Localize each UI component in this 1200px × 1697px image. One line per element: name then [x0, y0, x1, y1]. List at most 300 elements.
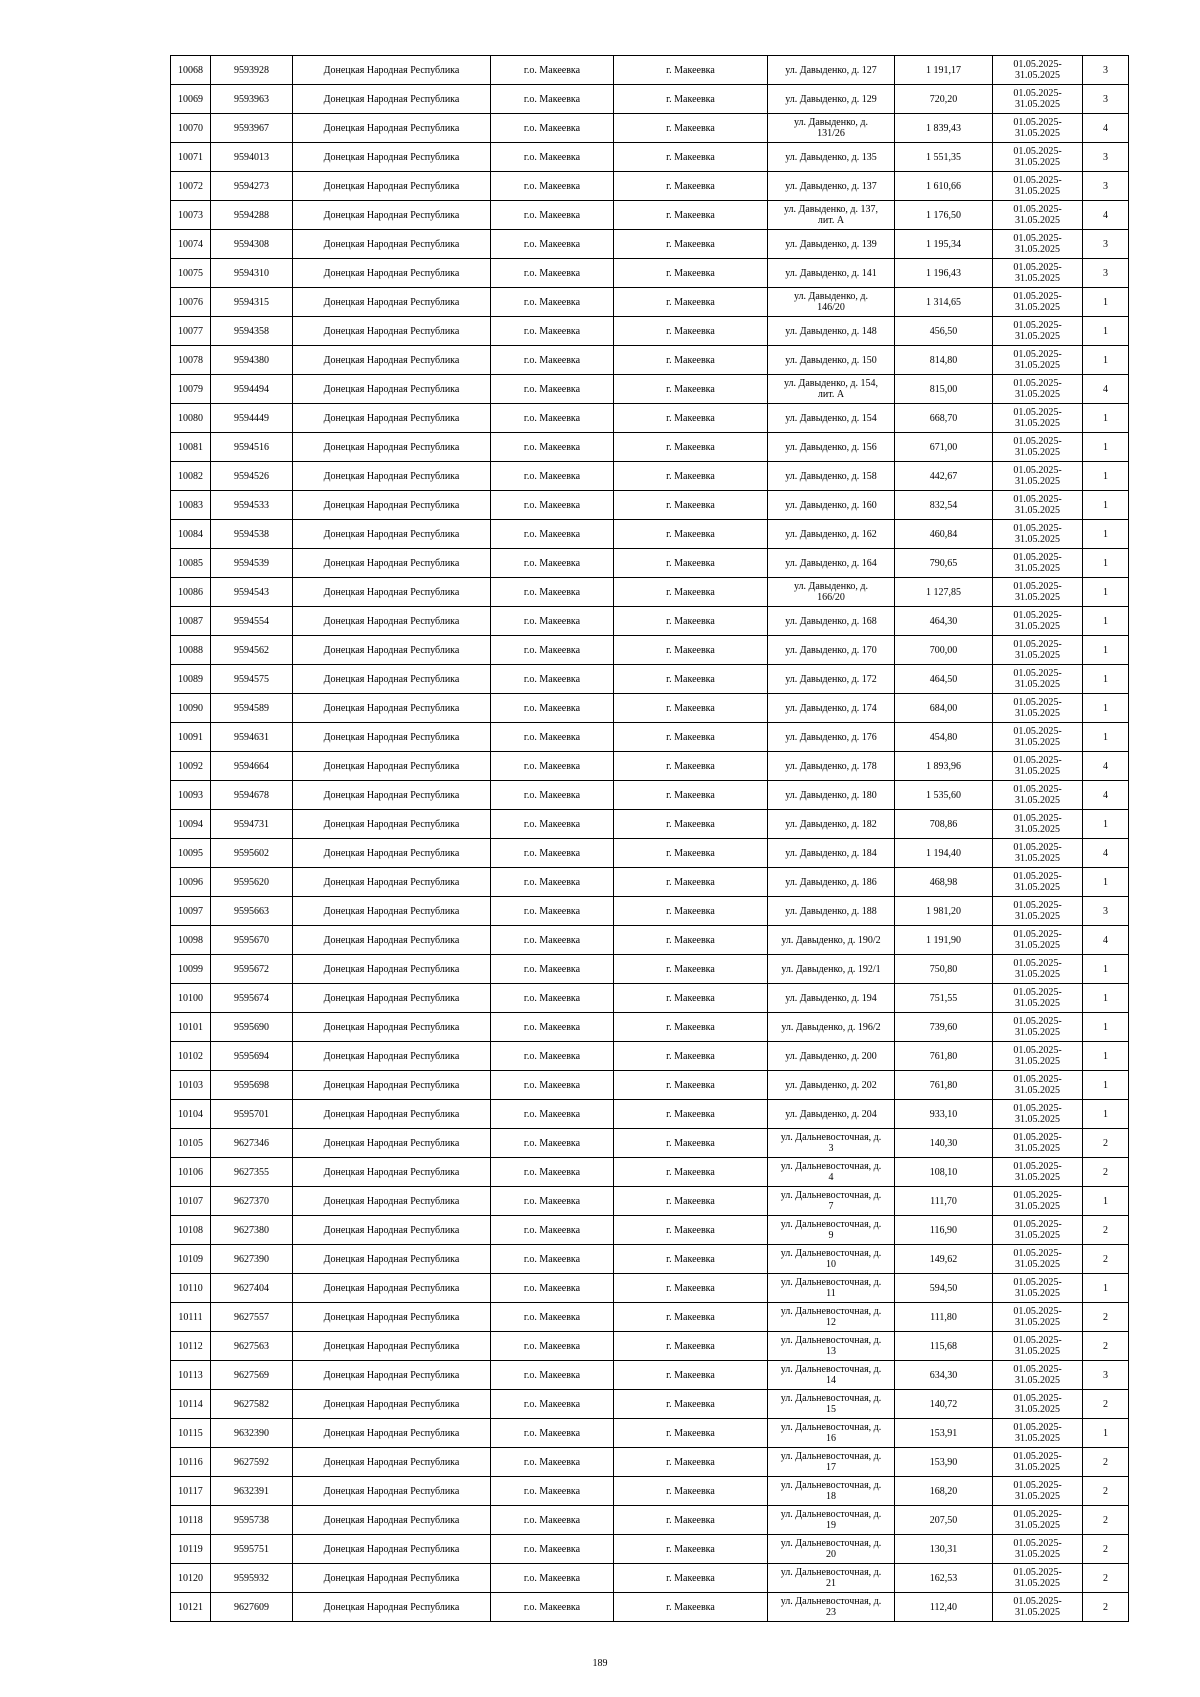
cell-district: г.о. Макеевка — [491, 1129, 614, 1158]
cell-count: 2 — [1083, 1332, 1129, 1361]
cell-city: г. Макеевка — [614, 520, 768, 549]
cell-row-number: 10114 — [171, 1390, 211, 1419]
table-row — [171, 955, 1129, 984]
cell-address: ул. Дальневосточная, д. 11 — [768, 1274, 895, 1303]
cell-district: г.о. Макеевка — [491, 1477, 614, 1506]
table-row — [171, 897, 1129, 926]
cell-count: 4 — [1083, 781, 1129, 810]
cell-city: г. Макеевка — [614, 1071, 768, 1100]
cell-area: 168,20 — [895, 1477, 993, 1506]
cell-row-number: 10097 — [171, 897, 211, 926]
cell-object-id: 9632391 — [211, 1477, 293, 1506]
cell-city: г. Макеевка — [614, 1448, 768, 1477]
cell-row-number: 10068 — [171, 56, 211, 85]
cell-row-number: 10095 — [171, 839, 211, 868]
table-row — [171, 1361, 1129, 1390]
cell-row-number: 10101 — [171, 1013, 211, 1042]
cell-city: г. Макеевка — [614, 346, 768, 375]
cell-area: 130,31 — [895, 1535, 993, 1564]
cell-count: 1 — [1083, 317, 1129, 346]
cell-count: 2 — [1083, 1245, 1129, 1274]
cell-address: ул. Давыденко, д. 139 — [768, 230, 895, 259]
cell-area: 207,50 — [895, 1506, 993, 1535]
cell-address: ул. Давыденко, д. 129 — [768, 85, 895, 114]
cell-count: 1 — [1083, 578, 1129, 607]
cell-period: 01.05.2025- 31.05.2025 — [993, 1390, 1083, 1419]
cell-address: ул. Давыденко, д. 202 — [768, 1071, 895, 1100]
cell-area: 1 314,65 — [895, 288, 993, 317]
cell-region: Донецкая Народная Республика — [293, 665, 491, 694]
cell-district: г.о. Макеевка — [491, 694, 614, 723]
cell-area: 750,80 — [895, 955, 993, 984]
cell-object-id: 9594533 — [211, 491, 293, 520]
cell-address: ул. Давыденко, д. 170 — [768, 636, 895, 665]
cell-object-id: 9595674 — [211, 984, 293, 1013]
table-row — [171, 346, 1129, 375]
cell-period: 01.05.2025- 31.05.2025 — [993, 926, 1083, 955]
cell-area: 1 535,60 — [895, 781, 993, 810]
cell-row-number: 10086 — [171, 578, 211, 607]
cell-row-number: 10074 — [171, 230, 211, 259]
cell-object-id: 9595672 — [211, 955, 293, 984]
cell-district: г.о. Макеевка — [491, 1564, 614, 1593]
cell-object-id: 9627380 — [211, 1216, 293, 1245]
cell-area: 933,10 — [895, 1100, 993, 1129]
cell-city: г. Макеевка — [614, 85, 768, 114]
page-number: 189 — [592, 1658, 608, 1669]
cell-city: г. Макеевка — [614, 1593, 768, 1622]
cell-count: 1 — [1083, 1013, 1129, 1042]
cell-city: г. Макеевка — [614, 694, 768, 723]
cell-period: 01.05.2025- 31.05.2025 — [993, 491, 1083, 520]
table-row — [171, 462, 1129, 491]
cell-city: г. Макеевка — [614, 752, 768, 781]
cell-region: Донецкая Народная Республика — [293, 1013, 491, 1042]
cell-period: 01.05.2025- 31.05.2025 — [993, 1245, 1083, 1274]
cell-district: г.о. Макеевка — [491, 1535, 614, 1564]
cell-count: 1 — [1083, 288, 1129, 317]
cell-period: 01.05.2025- 31.05.2025 — [993, 462, 1083, 491]
cell-row-number: 10096 — [171, 868, 211, 897]
cell-area: 442,67 — [895, 462, 993, 491]
cell-period: 01.05.2025- 31.05.2025 — [993, 1187, 1083, 1216]
cell-address: ул. Давыденко, д. 184 — [768, 839, 895, 868]
cell-city: г. Макеевка — [614, 665, 768, 694]
cell-district: г.о. Макеевка — [491, 1158, 614, 1187]
cell-city: г. Макеевка — [614, 1361, 768, 1390]
cell-district: г.о. Макеевка — [491, 1245, 614, 1274]
cell-row-number: 10116 — [171, 1448, 211, 1477]
cell-object-id: 9594013 — [211, 143, 293, 172]
cell-district: г.о. Макеевка — [491, 781, 614, 810]
cell-count: 2 — [1083, 1158, 1129, 1187]
cell-address: ул. Дальневосточная, д. 14 — [768, 1361, 895, 1390]
cell-district: г.о. Макеевка — [491, 1071, 614, 1100]
cell-city: г. Макеевка — [614, 462, 768, 491]
cell-count: 4 — [1083, 375, 1129, 404]
cell-period: 01.05.2025- 31.05.2025 — [993, 578, 1083, 607]
cell-address: ул. Дальневосточная, д. 10 — [768, 1245, 895, 1274]
table-row — [171, 752, 1129, 781]
cell-city: г. Макеевка — [614, 1013, 768, 1042]
cell-region: Донецкая Народная Республика — [293, 491, 491, 520]
cell-row-number: 10099 — [171, 955, 211, 984]
cell-row-number: 10109 — [171, 1245, 211, 1274]
table-row — [171, 1419, 1129, 1448]
cell-region: Донецкая Народная Республика — [293, 868, 491, 897]
table-row — [171, 1390, 1129, 1419]
cell-row-number: 10087 — [171, 607, 211, 636]
table-row — [171, 1593, 1129, 1622]
cell-district: г.о. Макеевка — [491, 955, 614, 984]
cell-district: г.о. Макеевка — [491, 56, 614, 85]
cell-address: ул. Дальневосточная, д. 3 — [768, 1129, 895, 1158]
cell-object-id: 9627592 — [211, 1448, 293, 1477]
cell-city: г. Макеевка — [614, 1564, 768, 1593]
cell-region: Донецкая Народная Республика — [293, 1071, 491, 1100]
cell-city: г. Макеевка — [614, 1303, 768, 1332]
cell-address: ул. Дальневосточная, д. 18 — [768, 1477, 895, 1506]
cell-object-id: 9627557 — [211, 1303, 293, 1332]
cell-address: ул. Давыденко, д. 156 — [768, 433, 895, 462]
cell-area: 668,70 — [895, 404, 993, 433]
cell-address: ул. Давыденко, д. 158 — [768, 462, 895, 491]
cell-period: 01.05.2025- 31.05.2025 — [993, 1158, 1083, 1187]
table-row — [171, 665, 1129, 694]
table-row — [171, 201, 1129, 230]
cell-area: 140,30 — [895, 1129, 993, 1158]
cell-city: г. Макеевка — [614, 636, 768, 665]
cell-area: 671,00 — [895, 433, 993, 462]
cell-period: 01.05.2025- 31.05.2025 — [993, 1071, 1083, 1100]
cell-count: 2 — [1083, 1564, 1129, 1593]
cell-row-number: 10108 — [171, 1216, 211, 1245]
cell-count: 3 — [1083, 56, 1129, 85]
cell-area: 162,53 — [895, 1564, 993, 1593]
table-row — [171, 1332, 1129, 1361]
cell-count: 1 — [1083, 520, 1129, 549]
records-table-body — [171, 56, 1129, 1622]
cell-period: 01.05.2025- 31.05.2025 — [993, 1506, 1083, 1535]
cell-count: 3 — [1083, 897, 1129, 926]
cell-region: Донецкая Народная Республика — [293, 1564, 491, 1593]
cell-region: Донецкая Народная Республика — [293, 607, 491, 636]
cell-period: 01.05.2025- 31.05.2025 — [993, 897, 1083, 926]
cell-period: 01.05.2025- 31.05.2025 — [993, 1477, 1083, 1506]
cell-city: г. Макеевка — [614, 549, 768, 578]
cell-object-id: 9627582 — [211, 1390, 293, 1419]
cell-period: 01.05.2025- 31.05.2025 — [993, 694, 1083, 723]
cell-district: г.о. Макеевка — [491, 1274, 614, 1303]
cell-area: 720,20 — [895, 85, 993, 114]
cell-area: 149,62 — [895, 1245, 993, 1274]
cell-period: 01.05.2025- 31.05.2025 — [993, 201, 1083, 230]
cell-address: ул. Давыденко, д. 172 — [768, 665, 895, 694]
cell-district: г.о. Макеевка — [491, 636, 614, 665]
cell-district: г.о. Макеевка — [491, 375, 614, 404]
cell-district: г.о. Макеевка — [491, 1100, 614, 1129]
cell-city: г. Макеевка — [614, 1390, 768, 1419]
cell-district: г.о. Макеевка — [491, 143, 614, 172]
cell-period: 01.05.2025- 31.05.2025 — [993, 1100, 1083, 1129]
cell-city: г. Макеевка — [614, 1100, 768, 1129]
cell-count: 1 — [1083, 955, 1129, 984]
table-row — [171, 607, 1129, 636]
table-row — [171, 1042, 1129, 1071]
table-row — [171, 1506, 1129, 1535]
cell-district: г.о. Макеевка — [491, 491, 614, 520]
cell-city: г. Макеевка — [614, 375, 768, 404]
cell-object-id: 9594562 — [211, 636, 293, 665]
cell-district: г.о. Макеевка — [491, 1332, 614, 1361]
cell-area: 594,50 — [895, 1274, 993, 1303]
table-row — [171, 433, 1129, 462]
table-row — [171, 143, 1129, 172]
cell-row-number: 10093 — [171, 781, 211, 810]
cell-object-id: 9627390 — [211, 1245, 293, 1274]
cell-row-number: 10091 — [171, 723, 211, 752]
cell-row-number: 10076 — [171, 288, 211, 317]
cell-object-id: 9595670 — [211, 926, 293, 955]
cell-city: г. Макеевка — [614, 781, 768, 810]
cell-row-number: 10107 — [171, 1187, 211, 1216]
cell-city: г. Макеевка — [614, 1419, 768, 1448]
cell-count: 1 — [1083, 723, 1129, 752]
cell-region: Донецкая Народная Республика — [293, 1593, 491, 1622]
table-row — [171, 288, 1129, 317]
cell-address: ул. Дальневосточная, д. 4 — [768, 1158, 895, 1187]
cell-period: 01.05.2025- 31.05.2025 — [993, 1535, 1083, 1564]
cell-period: 01.05.2025- 31.05.2025 — [993, 143, 1083, 172]
cell-area: 1 839,43 — [895, 114, 993, 143]
cell-area: 140,72 — [895, 1390, 993, 1419]
table-row — [171, 1564, 1129, 1593]
cell-region: Донецкая Народная Республика — [293, 897, 491, 926]
cell-district: г.о. Макеевка — [491, 230, 614, 259]
cell-district: г.о. Макеевка — [491, 259, 614, 288]
cell-area: 1 194,40 — [895, 839, 993, 868]
cell-address: ул. Давыденко, д. 200 — [768, 1042, 895, 1071]
cell-area: 1 195,34 — [895, 230, 993, 259]
cell-address: ул. Давыденко, д. 182 — [768, 810, 895, 839]
cell-region: Донецкая Народная Республика — [293, 1187, 491, 1216]
table-row — [171, 1129, 1129, 1158]
cell-object-id: 9594543 — [211, 578, 293, 607]
cell-city: г. Макеевка — [614, 317, 768, 346]
cell-region: Донецкая Народная Республика — [293, 752, 491, 781]
cell-address: ул. Давыденко, д. 162 — [768, 520, 895, 549]
cell-row-number: 10117 — [171, 1477, 211, 1506]
cell-object-id: 9627569 — [211, 1361, 293, 1390]
cell-row-number: 10104 — [171, 1100, 211, 1129]
cell-district: г.о. Макеевка — [491, 520, 614, 549]
table-row — [171, 781, 1129, 810]
cell-object-id: 9632390 — [211, 1419, 293, 1448]
cell-count: 3 — [1083, 172, 1129, 201]
cell-region: Донецкая Народная Республика — [293, 1129, 491, 1158]
cell-address: ул. Давыденко, д. 148 — [768, 317, 895, 346]
cell-period: 01.05.2025- 31.05.2025 — [993, 404, 1083, 433]
cell-district: г.о. Макеевка — [491, 1390, 614, 1419]
cell-area: 1 127,85 — [895, 578, 993, 607]
cell-region: Донецкая Народная Республика — [293, 636, 491, 665]
cell-region: Донецкая Народная Республика — [293, 984, 491, 1013]
cell-city: г. Макеевка — [614, 259, 768, 288]
cell-count: 3 — [1083, 85, 1129, 114]
cell-address: ул. Давыденко, д. 137 — [768, 172, 895, 201]
cell-area: 815,00 — [895, 375, 993, 404]
cell-area: 634,30 — [895, 1361, 993, 1390]
cell-count: 1 — [1083, 491, 1129, 520]
cell-count: 1 — [1083, 1042, 1129, 1071]
cell-address: ул. Давыденко, д. 164 — [768, 549, 895, 578]
cell-object-id: 9594449 — [211, 404, 293, 433]
cell-address: ул. Давыденко, д. 131/26 — [768, 114, 895, 143]
cell-city: г. Макеевка — [614, 172, 768, 201]
cell-area: 790,65 — [895, 549, 993, 578]
cell-region: Донецкая Народная Республика — [293, 259, 491, 288]
cell-district: г.о. Макеевка — [491, 114, 614, 143]
table-row — [171, 578, 1129, 607]
cell-area: 464,50 — [895, 665, 993, 694]
cell-district: г.о. Макеевка — [491, 868, 614, 897]
cell-area: 153,90 — [895, 1448, 993, 1477]
cell-area: 115,68 — [895, 1332, 993, 1361]
cell-count: 1 — [1083, 1100, 1129, 1129]
cell-period: 01.05.2025- 31.05.2025 — [993, 665, 1083, 694]
cell-area: 751,55 — [895, 984, 993, 1013]
cell-count: 1 — [1083, 433, 1129, 462]
cell-city: г. Макеевка — [614, 1477, 768, 1506]
cell-row-number: 10077 — [171, 317, 211, 346]
cell-row-number: 10080 — [171, 404, 211, 433]
cell-region: Донецкая Народная Республика — [293, 201, 491, 230]
cell-object-id: 9594731 — [211, 810, 293, 839]
cell-period: 01.05.2025- 31.05.2025 — [993, 56, 1083, 85]
cell-area: 1 191,90 — [895, 926, 993, 955]
cell-address: ул. Давыденко, д. 168 — [768, 607, 895, 636]
cell-region: Донецкая Народная Республика — [293, 1506, 491, 1535]
cell-period: 01.05.2025- 31.05.2025 — [993, 1274, 1083, 1303]
cell-region: Донецкая Народная Республика — [293, 1535, 491, 1564]
table-row — [171, 259, 1129, 288]
cell-city: г. Макеевка — [614, 433, 768, 462]
cell-object-id: 9593963 — [211, 85, 293, 114]
cell-area: 1 551,35 — [895, 143, 993, 172]
cell-period: 01.05.2025- 31.05.2025 — [993, 1332, 1083, 1361]
cell-address: ул. Дальневосточная, д. 20 — [768, 1535, 895, 1564]
cell-city: г. Макеевка — [614, 1535, 768, 1564]
cell-area: 153,91 — [895, 1419, 993, 1448]
table-row — [171, 230, 1129, 259]
table-row — [171, 810, 1129, 839]
cell-region: Донецкая Народная Республика — [293, 433, 491, 462]
cell-address: ул. Дальневосточная, д. 23 — [768, 1593, 895, 1622]
cell-period: 01.05.2025- 31.05.2025 — [993, 955, 1083, 984]
cell-city: г. Макеевка — [614, 1274, 768, 1303]
cell-object-id: 9594308 — [211, 230, 293, 259]
cell-row-number: 10082 — [171, 462, 211, 491]
cell-area: 111,80 — [895, 1303, 993, 1332]
cell-district: г.о. Макеевка — [491, 1187, 614, 1216]
cell-district: г.о. Макеевка — [491, 926, 614, 955]
table-row — [171, 491, 1129, 520]
cell-region: Донецкая Народная Республика — [293, 288, 491, 317]
cell-count: 4 — [1083, 752, 1129, 781]
table-row — [171, 1303, 1129, 1332]
cell-row-number: 10110 — [171, 1274, 211, 1303]
cell-object-id: 9627370 — [211, 1187, 293, 1216]
cell-count: 4 — [1083, 114, 1129, 143]
cell-city: г. Макеевка — [614, 288, 768, 317]
cell-period: 01.05.2025- 31.05.2025 — [993, 723, 1083, 752]
cell-address: ул. Давыденко, д. 150 — [768, 346, 895, 375]
cell-address: ул. Давыденко, д. 160 — [768, 491, 895, 520]
table-row — [171, 636, 1129, 665]
cell-city: г. Макеевка — [614, 1129, 768, 1158]
cell-row-number: 10075 — [171, 259, 211, 288]
cell-region: Донецкая Народная Республика — [293, 1390, 491, 1419]
cell-count: 1 — [1083, 1274, 1129, 1303]
cell-city: г. Макеевка — [614, 578, 768, 607]
cell-object-id: 9594554 — [211, 607, 293, 636]
cell-region: Донецкая Народная Республика — [293, 520, 491, 549]
cell-region: Донецкая Народная Республика — [293, 578, 491, 607]
cell-region: Донецкая Народная Республика — [293, 1042, 491, 1071]
cell-count: 2 — [1083, 1506, 1129, 1535]
cell-district: г.о. Макеевка — [491, 897, 614, 926]
cell-object-id: 9593967 — [211, 114, 293, 143]
cell-row-number: 10113 — [171, 1361, 211, 1390]
cell-row-number: 10070 — [171, 114, 211, 143]
cell-area: 700,00 — [895, 636, 993, 665]
cell-address: ул. Давыденко, д. 194 — [768, 984, 895, 1013]
cell-count: 4 — [1083, 201, 1129, 230]
table-row — [171, 1535, 1129, 1564]
cell-object-id: 9594315 — [211, 288, 293, 317]
cell-object-id: 9595932 — [211, 1564, 293, 1593]
cell-address: ул. Давыденко, д. 174 — [768, 694, 895, 723]
cell-district: г.о. Макеевка — [491, 346, 614, 375]
cell-period: 01.05.2025- 31.05.2025 — [993, 1129, 1083, 1158]
cell-object-id: 9595663 — [211, 897, 293, 926]
cell-region: Донецкая Народная Республика — [293, 1303, 491, 1332]
cell-period: 01.05.2025- 31.05.2025 — [993, 839, 1083, 868]
cell-period: 01.05.2025- 31.05.2025 — [993, 1013, 1083, 1042]
cell-region: Донецкая Народная Республика — [293, 317, 491, 346]
cell-period: 01.05.2025- 31.05.2025 — [993, 346, 1083, 375]
cell-count: 1 — [1083, 868, 1129, 897]
cell-row-number: 10084 — [171, 520, 211, 549]
cell-period: 01.05.2025- 31.05.2025 — [993, 781, 1083, 810]
cell-area: 112,40 — [895, 1593, 993, 1622]
cell-object-id: 9594539 — [211, 549, 293, 578]
cell-area: 464,30 — [895, 607, 993, 636]
table-row — [171, 984, 1129, 1013]
cell-city: г. Макеевка — [614, 1187, 768, 1216]
table-row — [171, 1448, 1129, 1477]
cell-object-id: 9595620 — [211, 868, 293, 897]
cell-address: ул. Давыденко, д. 204 — [768, 1100, 895, 1129]
cell-district: г.о. Макеевка — [491, 1506, 614, 1535]
cell-object-id: 9627404 — [211, 1274, 293, 1303]
cell-period: 01.05.2025- 31.05.2025 — [993, 433, 1083, 462]
cell-region: Донецкая Народная Республика — [293, 723, 491, 752]
cell-city: г. Макеевка — [614, 1216, 768, 1245]
cell-district: г.о. Макеевка — [491, 1448, 614, 1477]
cell-row-number: 10098 — [171, 926, 211, 955]
cell-address: ул. Дальневосточная, д. 16 — [768, 1419, 895, 1448]
